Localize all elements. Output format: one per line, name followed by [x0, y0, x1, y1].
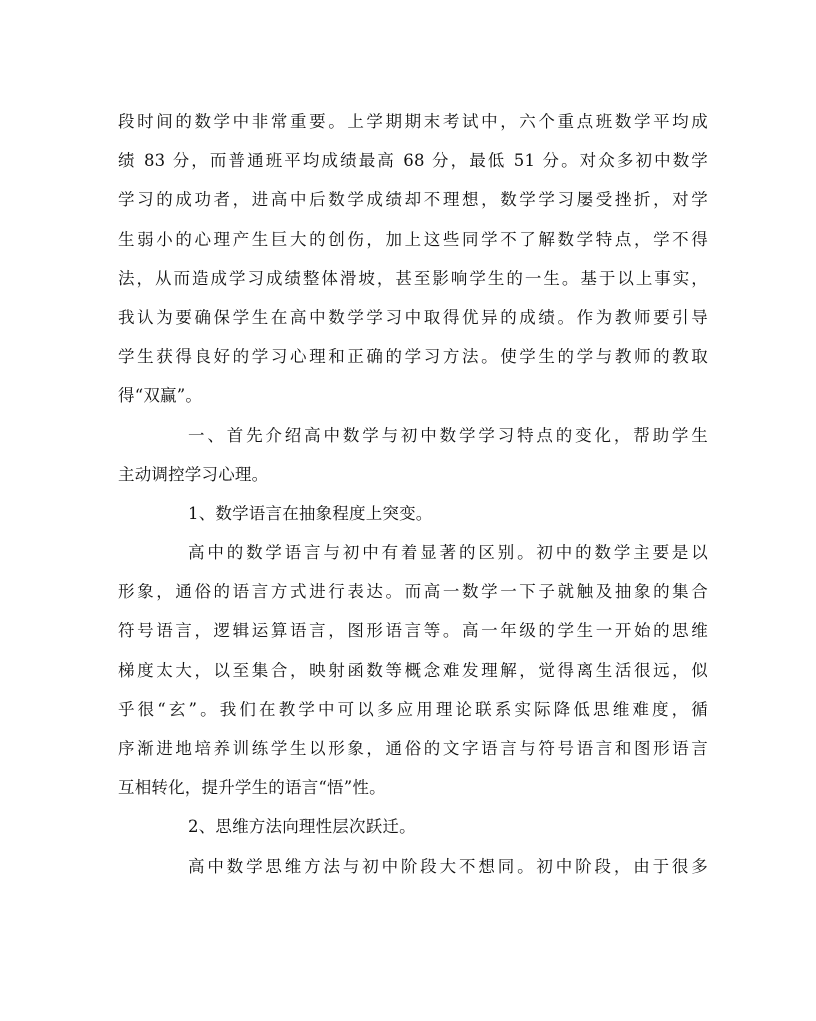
- paragraph-start: 高中的数学语言与初中有着显著的区别。初中的数学主要是以: [188, 543, 708, 563]
- text-line: 符号语言，逻辑运算语言，图形语言等。高一年级的学生一开始的思维: [118, 621, 708, 641]
- text-line: 形象，通俗的语言方式进行表达。而高一数学一下子就触及抽象的集合: [118, 582, 708, 602]
- text-line: 学生获得良好的学习心理和正确的学习方法。使学生的学与教师的教取: [118, 347, 708, 367]
- section-heading: 一、首先介绍高中数学与初中数学学习特点的变化，帮助学生: [188, 425, 708, 445]
- text-line: 学习的成功者，进高中后数学成绩却不理想，数学学习屡受挫折，对学: [118, 190, 708, 210]
- subsection-heading: 1、数学语言在抽象程度上突变。: [188, 503, 433, 523]
- text-line: 梯度太大，以至集合，映射函数等概念难发理解，觉得离生活很远，似: [118, 660, 708, 680]
- subsection-heading: 2、思维方法向理性层次跃迁。: [188, 817, 416, 837]
- paragraph-start: 高中数学思维方法与初中阶段大不想同。初中阶段，由于很多: [188, 856, 708, 876]
- text-line: 法，从而造成学习成绩整体滑坡，甚至影响学生的一生。基于以上事实，: [118, 268, 708, 288]
- text-line: 乎很“玄”。我们在教学中可以多应用理论联系实际降低思维难度，循: [118, 699, 708, 719]
- section-heading-continued: 主动调控学习心理。: [118, 464, 269, 484]
- text-line: 段时间的数学中非常重要。上学期期末考试中，六个重点班数学平均成: [118, 112, 708, 131]
- text-line: 绩 83 分，而普通班平均成绩最高 68 分，最低 51 分。对众多初中数学: [118, 151, 708, 171]
- text-line: 生弱小的心理产生巨大的创伤，加上这些同学不了解数学特点，学不得: [118, 229, 708, 249]
- text-line: 序渐进地培养训练学生以形象，通俗的文字语言与符号语言和图形语言: [118, 739, 708, 758]
- text-line: 得“双赢”。: [118, 386, 203, 406]
- text-line: 互相转化，提升学生的语言“悟”性。: [118, 778, 386, 798]
- text-line: 我认为要确保学生在高中数学学习中取得优异的成绩。作为教师要引导: [118, 307, 708, 327]
- document-body: [118, 102, 708, 886]
